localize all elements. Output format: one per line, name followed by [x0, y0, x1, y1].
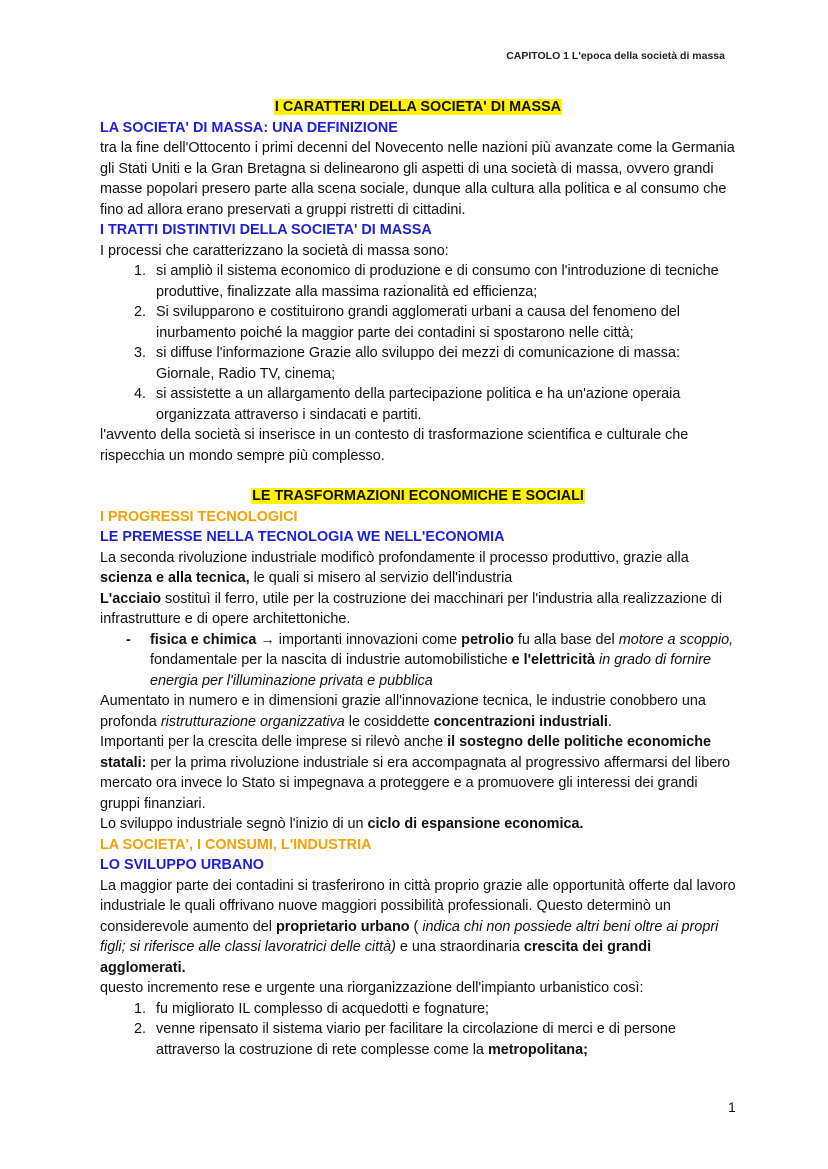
bold-text: petrolio [461, 631, 514, 648]
paragraph [100, 732, 736, 814]
text: → importanti innovazioni come [256, 631, 462, 648]
italic-text: indica chi non possiede altri beni oltre ai propri figli; si riferisce alle classi lavoratrici delle città) [100, 918, 719, 955]
italic-text: ristrutturazione organizzativa [160, 713, 345, 730]
chapter-header: CAPITOLO 1 L'epoca della società di massa [506, 50, 725, 62]
text: e una straordinaria [395, 939, 524, 955]
text: sostituì il ferro, utile per la costruzione dei macchinari per l'industria alla realizzazione di infrastrutture e di opere architettoniche. [100, 590, 723, 627]
text: La maggior parte dei contadini si trasferirono in città proprio grazie alle opportunità offerte dal lavoro industriale le quali offrivano nuove maggiori possibilità professionali. Questo determinò un considerevole aumento del [100, 877, 736, 935]
bullet-list [100, 630, 736, 692]
section-title: I CARATTERI DELLA SOCIETA' DI MASSA [274, 99, 562, 115]
list-item: 3. si diffuse l'informazione Grazie allo sviluppo dei mezzi di comunicazione di massa: Giornale, Radio TV, cinema; [150, 343, 736, 384]
text: ( [409, 918, 423, 935]
document-body [100, 97, 736, 1060]
bold-text: metropolitana; [487, 1041, 588, 1058]
text: La seconda rivoluzione industriale modificò profondamente il processo produttivo, grazie alla [100, 549, 689, 566]
paragraph: l'avvento della società si inserisce in un contesto di trasformazione scientifica e culturale che rispecchia un mondo sempre più complesso. [100, 427, 689, 464]
list-item: 4. si assistette a un allargamento della partecipazione politica e ha un'azione operaia organizzata attraverso i sindacati e partiti. [150, 384, 736, 425]
bold-text: il sostegno delle politiche economiche statali: [100, 734, 712, 771]
subheading: I PROGRESSI TECNOLOGICI [100, 508, 298, 525]
bold-text: fisica e chimica [150, 631, 257, 648]
section-title: LE TRASFORMAZIONI ECONOMICHE E SOCIALI [252, 488, 584, 504]
subheading: LO SVILUPPO URBANO [100, 857, 264, 873]
list-item: 1. si ampliò il sistema economico di produzione e di consumo con l'introduzione di tecniche produttive, finalizzate alla massima razionalità ed efficienza; [150, 261, 736, 302]
italic-text: in grado di fornire energia per l'illuminazione privata e pubblica [150, 652, 711, 689]
subheading: LA SOCIETA', I CONSUMI, L'INDUSTRIA [100, 836, 372, 853]
paragraph [100, 876, 736, 979]
text: per la prima rivoluzione industriale si era accompagnata al progressivo affermarsi del libero mercato ora invece lo Stato si impegnava a proteggere e a promuovere gli interessi dei grandi gruppi finanziari. [100, 754, 731, 812]
list-item: 2. Si svilupparono e costituirono grandi agglomerati urbani a causa del fenomeno del inurbamento poiché la maggior parte dei contadini si spostarono nelle città; [150, 302, 736, 343]
subheading: LA SOCIETA' DI MASSA: UNA DEFINIZIONE [100, 119, 398, 136]
paragraph: questo incremento rese e urgente una riorganizzazione dell'impianto urbanistico così: [100, 980, 644, 996]
bold-text: concentrazioni industriali [433, 713, 608, 730]
text: Lo sviluppo industriale segnò l'inizio di un [100, 816, 368, 832]
paragraph: I processi che caratterizzano la società di massa sono: [100, 242, 449, 259]
italic-text: motore a scoppio, [618, 631, 734, 648]
paragraph [100, 589, 736, 630]
text: . [607, 713, 612, 730]
bold-text: crescita dei grandi agglomerati. [100, 939, 652, 976]
list-item: 1. fu migliorato IL complesso di acquedotti e fognature; [150, 999, 736, 1020]
numbered-list [100, 999, 736, 1061]
paragraph [100, 691, 736, 732]
numbered-list [100, 261, 736, 425]
subheading: LE PREMESSE NELLA TECNOLOGIA WE NELL'ECONOMIA [100, 529, 505, 545]
paragraph [100, 814, 736, 835]
text: le cosiddette [344, 713, 434, 730]
bold-text: e l'elettricità [511, 652, 595, 668]
text: venne ripensato il sistema viario per facilitare la circolazione di merci e di persone attraverso la costruzione di rete complesse come la [156, 1021, 676, 1058]
page-number: 1 [728, 1099, 736, 1115]
text: Aumentato in numero e in dimensioni grazie all'innovazione tecnica, le industrie conobbero una profonda [100, 693, 706, 730]
text: le quali si misero al servizio dell'industria [249, 570, 513, 586]
text: fondamentale per la nascita di industrie automobilistiche [150, 652, 512, 668]
paragraph: tra la fine dell'Ottocento i primi decenni del Novecento nelle nazioni più avanzate come la Germania gli Stati Uniti e la Gran Bretagna si delinearono gli aspetti di una società di massa, ovvero grandi masse popolari presero parte alla scena sociale, dunque alla cultura alla politica e al consumo che fino ad allora erano preservati a gruppi ristretti di cittadini. [100, 140, 735, 218]
text: Importanti per la crescita delle imprese si rilevò anche [100, 734, 448, 750]
bold-text: ciclo di espansione economica. [367, 816, 584, 832]
list-item [150, 1019, 736, 1060]
subheading: I TRATTI DISTINTIVI DELLA SOCIETA' DI MASSA [100, 222, 432, 238]
paragraph [100, 548, 736, 589]
bold-text: proprietario urbano [276, 918, 410, 935]
bold-text: scienza e alla tecnica, [100, 570, 250, 586]
text: fu alla base del [513, 631, 619, 648]
bold-text: L'acciaio [100, 590, 162, 607]
list-item [150, 630, 736, 692]
